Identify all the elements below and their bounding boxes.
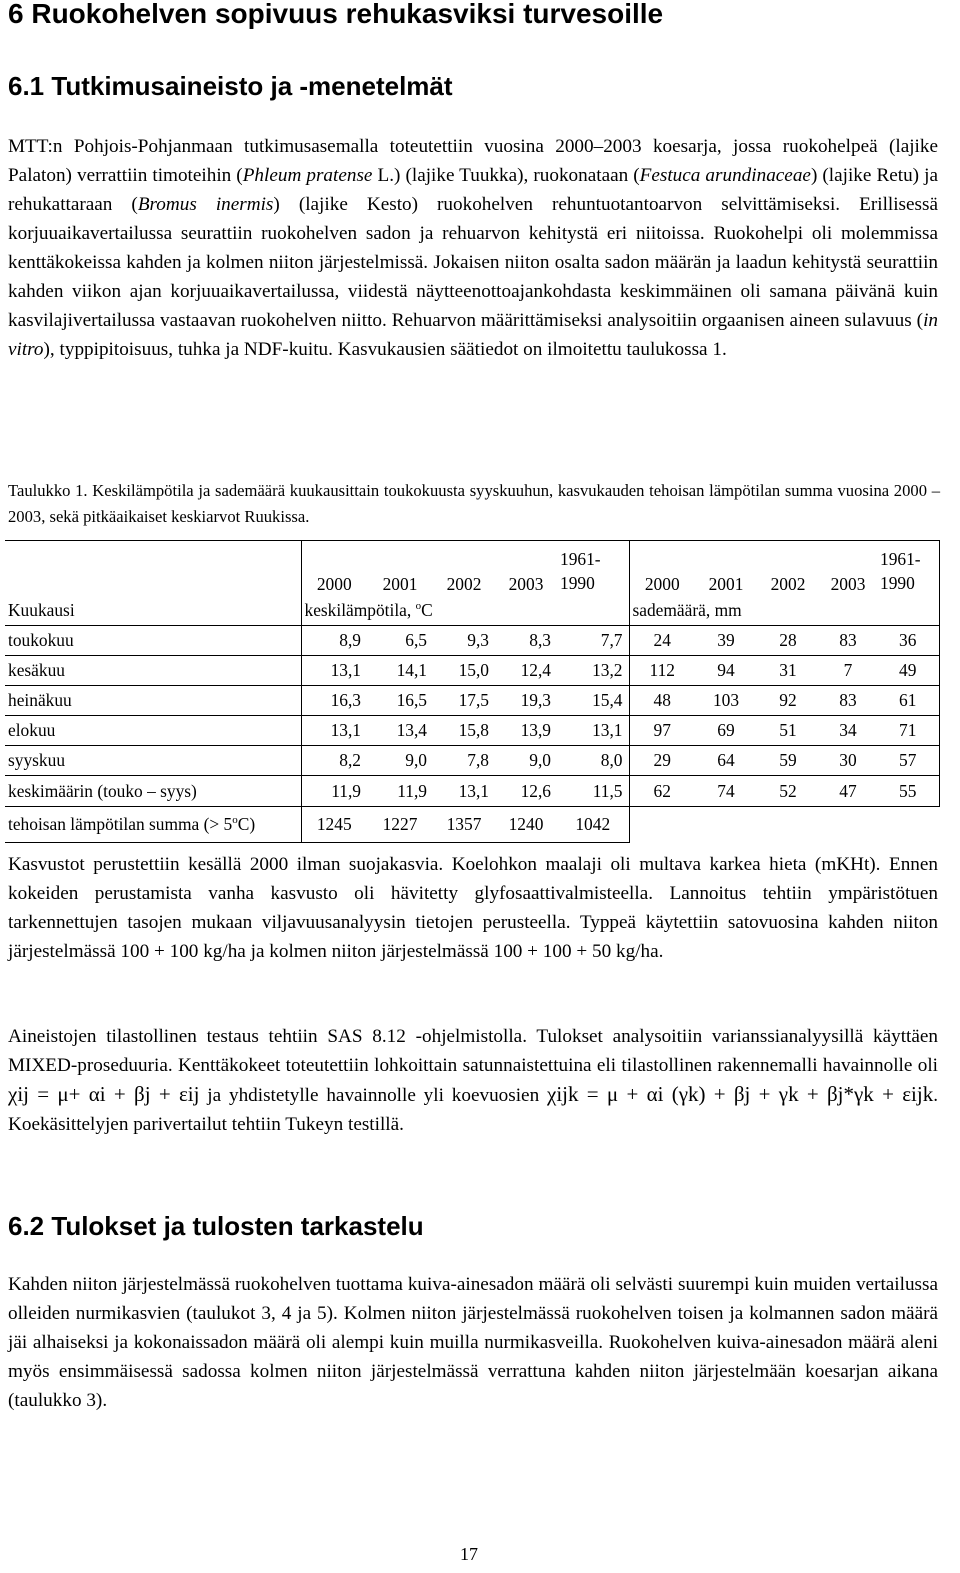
temp-cell: 15,8 [433, 716, 495, 746]
temp-cell: 17,5 [433, 686, 495, 716]
temp-cell: 14,1 [367, 656, 433, 686]
rain-cell: 62 [629, 776, 695, 807]
rain-cell: 34 [819, 716, 877, 746]
temp-cell: 8,2 [301, 746, 367, 776]
rain-cell: 55 [877, 776, 939, 807]
temp-cell: 9,3 [433, 626, 495, 656]
empty-cell [629, 807, 939, 843]
rain-cell: 83 [819, 626, 877, 656]
species-name: Festuca arundinaceae [639, 165, 811, 186]
table-row [5, 807, 939, 843]
header-blank [5, 541, 301, 596]
text-run: . Koekäsittelyjen parivertailut tehtiin Tukeyn testillä. [8, 1085, 938, 1135]
rain-cell: 51 [757, 716, 819, 746]
rain-cell: 30 [819, 746, 877, 776]
temp-cell: 11,5 [557, 776, 629, 807]
text-run: Aineistojen tilastollinen testaus tehtiin SAS 8.12 -ohjelmistolla. Tulokset analysoitiin varianssianalyysillä käyttäen MIXED-proseduuria. Kenttäkokeet toteutettiin lohkoittain satunnaistettuina eli tilastollinen rakennemalli havainnolle oli [8, 1026, 938, 1076]
sum-cell: 1245 [301, 807, 367, 843]
temp-cell: 13,4 [367, 716, 433, 746]
average-label: keskimäärin (touko – syys) [5, 776, 301, 807]
table-row [5, 656, 939, 686]
model-equation: χijk = μ + αi (γk) + βj + γk + βj*γk + εijk [547, 1082, 934, 1106]
rain-cell: 24 [629, 626, 695, 656]
table-row [5, 716, 939, 746]
rain-cell: 92 [757, 686, 819, 716]
temp-cell: 11,9 [367, 776, 433, 807]
temp-cell: 8,0 [557, 746, 629, 776]
year-header: 2003 [819, 541, 877, 596]
rain-cell: 64 [695, 746, 757, 776]
temp-cell: 13,1 [433, 776, 495, 807]
temp-cell: 13,1 [557, 716, 629, 746]
table-row [5, 626, 939, 656]
chapter-heading: 6 Ruokohelven sopivuus rehukasviksi turvesoille [8, 0, 664, 29]
year-header: 2002 [433, 541, 495, 596]
label-text: keskilämpötila, [304, 599, 416, 620]
unit-text: C [421, 599, 433, 620]
temp-cell: 12,4 [495, 656, 557, 686]
rain-cell: 103 [695, 686, 757, 716]
rain-cell: 36 [877, 626, 939, 656]
rain-cell: 57 [877, 746, 939, 776]
temp-cell: 12,6 [495, 776, 557, 807]
temp-cell: 16,3 [301, 686, 367, 716]
text-run: ) (lajike Retu) ja rehukattaraan ( [8, 165, 938, 215]
rain-cell: 7 [819, 656, 877, 686]
month-label: elokuu [5, 716, 301, 746]
section-heading-6-1: 6.1 Tutkimusaineisto ja -menetelmät [8, 71, 453, 101]
rain-cell: 71 [877, 716, 939, 746]
temp-cell: 9,0 [495, 746, 557, 776]
year-header: 1961-1990 [877, 541, 939, 596]
species-name: Bromus inermis [137, 194, 274, 215]
row-header-label: Kuukausi [5, 595, 301, 626]
temp-cell: 7,7 [557, 626, 629, 656]
rain-cell: 52 [757, 776, 819, 807]
text-run: L.) (lajike Tuukka), ruokonataan ( [372, 165, 640, 186]
rain-cell: 97 [629, 716, 695, 746]
rainfall-group-label: sademäärä, mm [629, 595, 939, 626]
text-run: ja yhdistetylle havainnolle yli koevuosien [199, 1085, 547, 1106]
table-row [5, 746, 939, 776]
rain-cell: 29 [629, 746, 695, 776]
temp-cell: 16,5 [367, 686, 433, 716]
page-number: 17 [460, 1544, 478, 1564]
temp-cell: 13,9 [495, 716, 557, 746]
rain-cell: 74 [695, 776, 757, 807]
year-header: 1961-1990 [557, 541, 629, 596]
sum-cell: 1357 [433, 807, 495, 843]
model-equation: χij = μ+ αi + βj + εij [8, 1082, 200, 1106]
label-text: C) [237, 814, 256, 834]
year-header: 2000 [629, 541, 695, 596]
rain-cell: 69 [695, 716, 757, 746]
temp-cell: 13,1 [301, 716, 367, 746]
degree-mark: o [232, 814, 238, 826]
temperature-group-label [301, 595, 629, 626]
rain-cell: 59 [757, 746, 819, 776]
year-header: 2001 [367, 541, 433, 596]
temp-cell: 8,9 [301, 626, 367, 656]
text-run: ) (lajike Kesto) ruokohelven rehuntuotantoarvon selvittämiseksi. Erillisessä korjuuaikavertailussa seurattiin ruokohelven sadon ja rehuarvon kehitystä eri niitoissa. Ruokohelpi oli molemmissa kenttäkokeissa kahden ja kolmen niiton järjestelmissä. Jokaisen niiton osalta sadon määrän ja laadun kehitystä seurattiin kahden viikon ajan korjuuaikavertailussa, viidestä näytteenottoajankohdasta keskimmäinen oli samana päivänä kuin kasvilajivertailussa vastaavan ruokohelven niitto. Rehuarvon määrittämiseksi analysoitiin orgaanisen aineen sulavuus ( [8, 194, 938, 331]
month-label: toukokuu [5, 626, 301, 656]
section-heading-6-2: 6.2 Tulokset ja tulosten tarkastelu [8, 1211, 424, 1241]
rain-cell: 48 [629, 686, 695, 716]
temp-cell: 15,4 [557, 686, 629, 716]
month-label: kesäkuu [5, 656, 301, 686]
species-name: Phleum pratense [242, 165, 373, 186]
paragraph-establishment: Kasvustot perustettiin kesällä 2000 ilman suojakasvia. Koelohkon maalaji oli multava karkea hieta (mKHt). Ennen kokeiden perustamista vanha kasvusto oli hävitetty glyfosaattivalmisteella. Lannoitus tehtiin ympäristötuen tarkennettujen tasojen mukaan viljavuusanalyysin tietojen perusteella. Typpeä käytettiin satovuosina kahden niiton järjestelmässä 100 + 100 kg/ha ja kolmen niiton järjestelmässä 100 + 100 + 50 kg/ha. [8, 854, 938, 962]
rain-cell: 94 [695, 656, 757, 686]
degree-mark: o [415, 599, 422, 612]
rain-cell: 47 [819, 776, 877, 807]
rain-cell: 49 [877, 656, 939, 686]
rain-cell: 61 [877, 686, 939, 716]
table-row [5, 686, 939, 716]
text-run: ), typpipitoisuus, tuhka ja NDF-kuitu. Kasvukausien säätiedot on ilmoitettu taulukossa 1. [43, 339, 727, 360]
month-label: heinäkuu [5, 686, 301, 716]
temperature-sum-label [5, 807, 301, 843]
year-header: 2003 [495, 541, 557, 596]
rain-cell: 112 [629, 656, 695, 686]
table-caption: Taulukko 1. Keskilämpötila ja sademäärä kuukausittain toukokuusta syyskuuhun, kasvukauden tehoisan lämpötilan summa vuosina 2000 – 2003, sekä pitkäaikaiset keskiarvot Ruukissa. [8, 481, 940, 526]
temp-cell: 13,2 [557, 656, 629, 686]
weather-table [5, 540, 940, 843]
paragraph-methods [8, 132, 938, 364]
sum-cell: 1240 [495, 807, 557, 843]
temp-cell: 7,8 [433, 746, 495, 776]
year-header: 2000 [301, 541, 367, 596]
temp-cell: 9,0 [367, 746, 433, 776]
term-italic: in vitro [8, 310, 938, 360]
label-text: tehoisan lämpötilan summa (> 5 [8, 814, 233, 834]
temp-cell: 8,3 [495, 626, 557, 656]
sum-cell: 1042 [557, 807, 629, 843]
month-label: syyskuu [5, 746, 301, 776]
rain-cell: 31 [757, 656, 819, 686]
table-row [5, 776, 939, 807]
temp-cell: 6,5 [367, 626, 433, 656]
temp-cell: 15,0 [433, 656, 495, 686]
rain-cell: 39 [695, 626, 757, 656]
rain-cell: 83 [819, 686, 877, 716]
rain-cell: 28 [757, 626, 819, 656]
temp-cell: 11,9 [301, 776, 367, 807]
year-header: 2002 [757, 541, 819, 596]
sum-cell: 1227 [367, 807, 433, 843]
temp-cell: 13,1 [301, 656, 367, 686]
paragraph-results: Kahden niiton järjestelmässä ruokohelven tuottama kuiva-ainesadon määrä oli selvästi suurempi kuin muiden vertailussa olleiden nurmikasvien (taulukot 3, 4 ja 5). Kolmen niiton järjestelmässä ruokohelven toisen ja kolmannen sadon määrä jäi alhaiseksi ja kokonaissadon määrä oli alempi kuin muilla nurmikasveilla. Ruokohelven kuiva-ainesadon määrä aleni myös ensimmäisessä sadossa kolmen niiton järjestelmässä verrattuna kahden niiton järjestelmään koesarjan aikana (taulukko 3). [8, 1274, 938, 1411]
paragraph-statistics [8, 1022, 938, 1139]
year-header: 2001 [695, 541, 757, 596]
temp-cell: 19,3 [495, 686, 557, 716]
text-run: MTT:n Pohjois-Pohjanmaan tutkimusasemalla toteutettiin vuosina 2000–2003 koesarja, jossa ruokohelpeä (lajike Palaton) verrattiin timoteihin ( [8, 136, 938, 186]
